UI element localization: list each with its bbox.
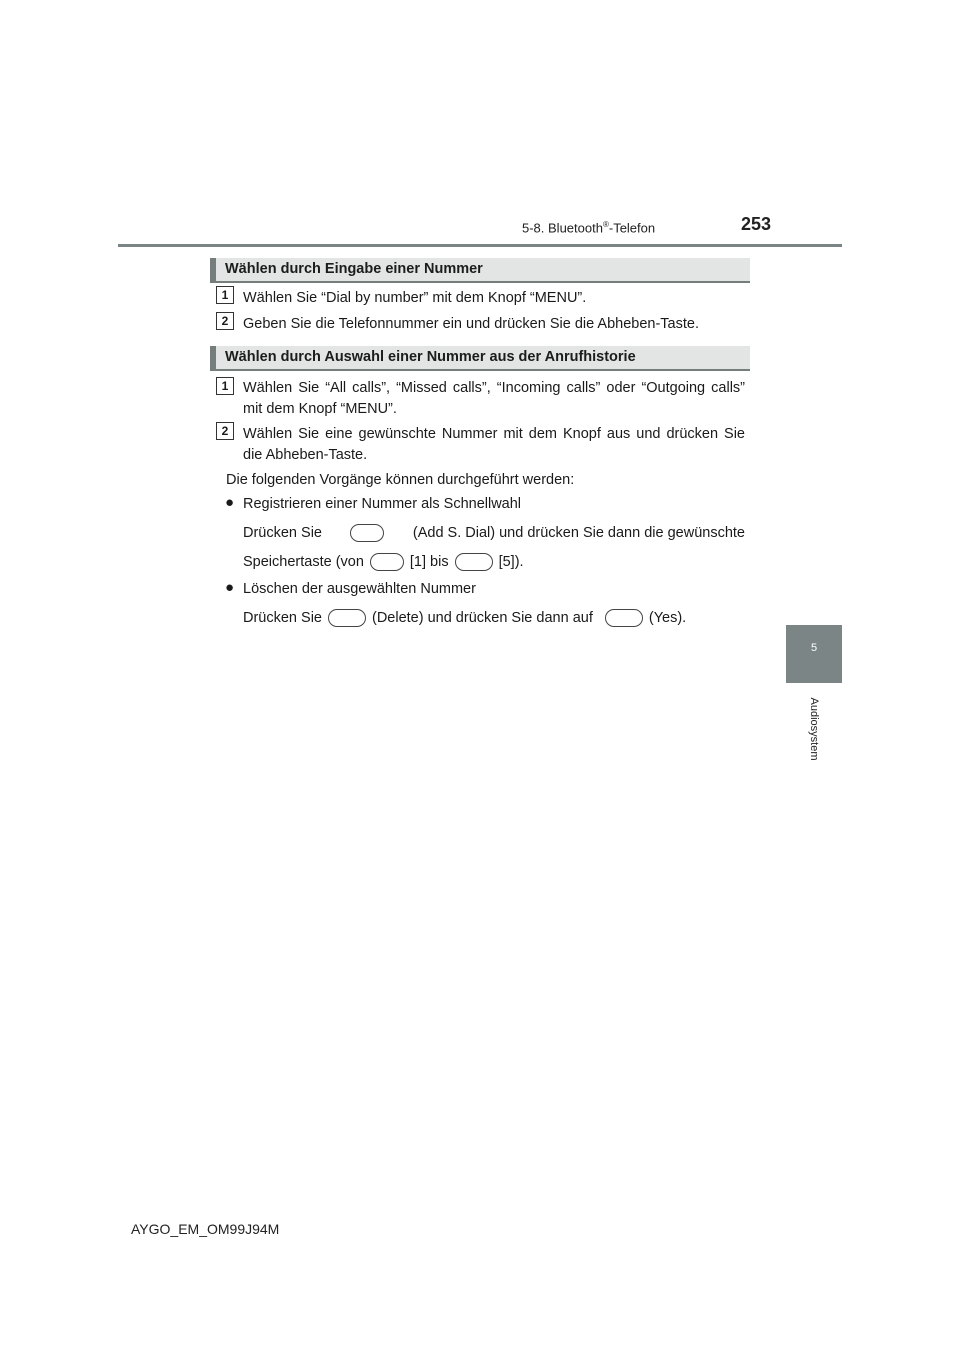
add-speed-dial-button-icon — [350, 524, 384, 542]
preset-5-button-icon — [455, 553, 493, 571]
operation-line: Speichertaste (von [1] bis [5]). — [243, 554, 524, 570]
step-badge: 1 — [216, 286, 234, 304]
step-text: Wählen Sie “Dial by number” mit dem Knopf “MENU”. — [243, 290, 587, 306]
step-badge: 1 — [216, 377, 234, 395]
step-text: Wählen Sie eine gewünschte Nummer mit dem Knopf aus und drücken Sie die Abheben-Taste. — [243, 426, 745, 463]
bullet-icon: ● — [225, 494, 235, 511]
operations-intro: Die folgenden Vorgänge können durchgeführt werden: — [226, 472, 575, 488]
delete-button-icon — [328, 609, 366, 627]
section-title-call-history: Wählen durch Auswahl einer Nummer aus der Anrufhistorie — [210, 346, 750, 371]
operation-title-delete: Löschen der ausgewählten Nummer — [243, 581, 476, 597]
step-badge: 2 — [216, 312, 234, 330]
chapter-label: Audiosystem — [808, 697, 820, 761]
operation-line: Drücken Sie (Add S. Dial) und drücken Sie dann die gewünschte — [243, 525, 745, 541]
operation-title-speed-dial: Registrieren einer Nummer als Schnellwahl — [243, 496, 522, 512]
operation-line: Drücken Sie (Delete) und drücken Sie dann auf (Yes). — [243, 610, 687, 626]
section-title-dial-by-number: Wählen durch Eingabe einer Nummer — [210, 258, 750, 283]
document-code: AYGO_EM_OM99J94M — [131, 1221, 280, 1237]
step-text: Geben Sie die Telefonnummer ein und drücken Sie die Abheben-Taste. — [243, 316, 699, 332]
page-number: 253 — [741, 214, 772, 234]
step-badge: 2 — [216, 422, 234, 440]
header-divider — [118, 244, 842, 247]
chapter-tab: 5 — [786, 625, 842, 683]
yes-button-icon — [605, 609, 643, 627]
step-text: Wählen Sie “All calls”, “Missed calls”, “Incoming calls” oder “Outgoing calls” mit dem Knopf “MENU”. — [243, 380, 745, 417]
section-header: 5-8. Bluetooth®-Telefon — [522, 220, 656, 236]
preset-1-button-icon — [370, 553, 404, 571]
bullet-icon: ● — [225, 579, 235, 596]
